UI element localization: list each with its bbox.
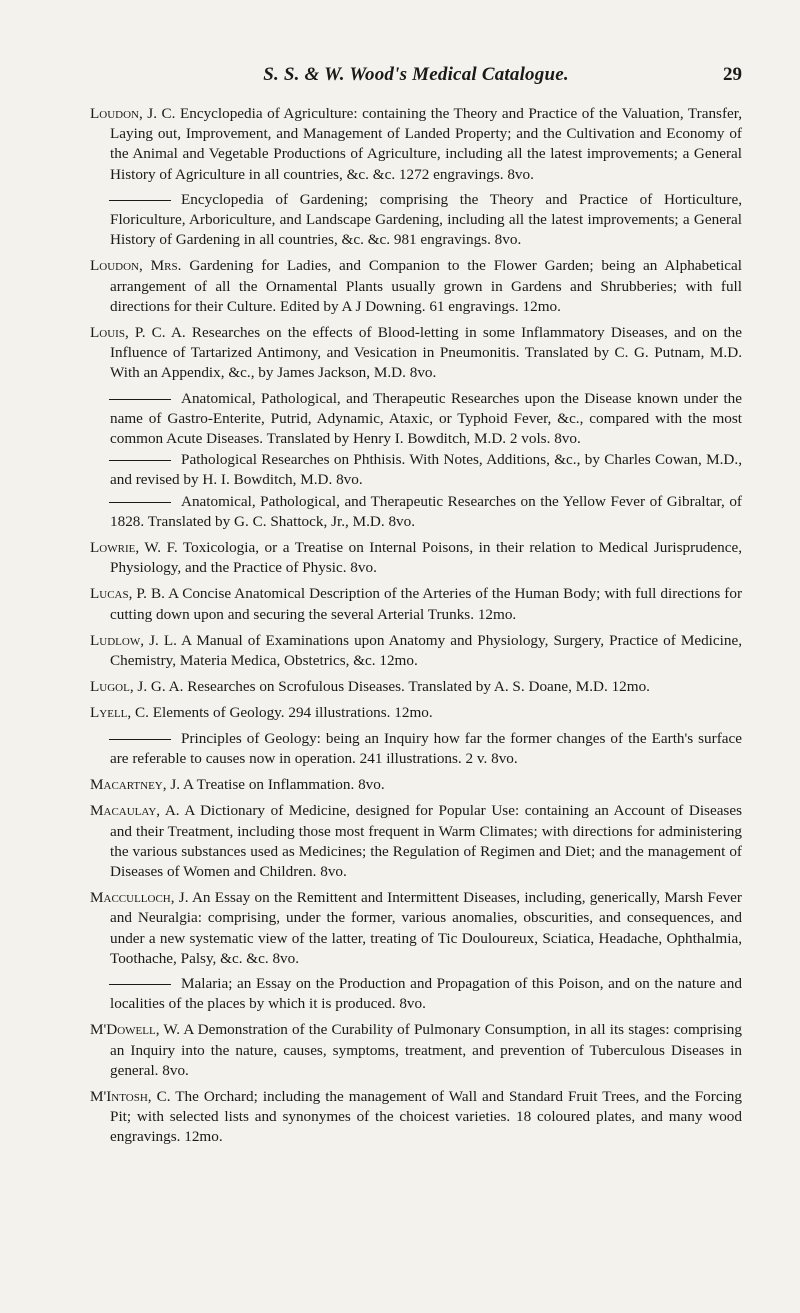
entry-author: Louis, P. C. A. [90,324,186,342]
entry-text: Gardening for Ladies, and Companion to the Flower Garden; being an Alphabetical arrangement of all the Ornamental Plants usually grown in Gardens and Shrubberies; with full directions for their Culture. Edited by A J Downing. 61 engravings. 12mo. [110,257,743,315]
catalogue-entry [90,703,742,723]
catalogue-entry [90,677,742,697]
entry-text: A Concise Anatomical Description of the Arteries of the Human Body; with full directions for cutting down upon and securing the several Arterial Trunks. 12mo. [110,585,742,623]
entry-author: M'Dowell, W. [90,1021,181,1039]
entry-text: An Essay on the Remittent and Intermittent Diseases, including, generically, Marsh Fever and Neuralgia: comprising, under the former, various anomalies, obscurities, and consequences, and under a new systematic view of the latter, treating of Tic Douloureux, Sciatica, Headache, Ophthalmia, Toothache, Palsy, &c. &c. 8vo. [110,889,742,967]
entry-text: The Orchard; including the management of Wall and Standard Fruit Trees, and the Forcing Pit; with selected lists and synonymes of the choicest varieties. 18 coloured plates, and many wood engravings. 12mo. [110,1087,742,1146]
entry-text: A Manual of Examinations upon Anatomy and Physiology, Surgery, Practice of Medicine, Chemistry, Materia Medica, Obstetrics, &c. 12mo. [110,631,742,670]
entry-author: Macaulay, A. [90,802,180,820]
entry-text: Principles of Geology: being an Inquiry how far the former changes of the Earth's surface are referable to causes now in operation. 241 illustrations. 2 v. 8vo. [110,729,742,767]
catalogue-entry [90,631,742,671]
catalogue-subentry [90,492,742,532]
entry-author: Loudon, J. C. [90,105,176,122]
ditto-rule [109,399,171,400]
running-head [90,64,742,90]
catalogue-subentry [90,389,742,450]
entry-text: Anatomical, Pathological, and Therapeutic Researches upon the Disease known under the name of Gastro-Enterite, Putrid, Adynamic, Ataxic, or Typhoid Fever, &c., compared with the most common Acute Diseases. Translated by Henry I. Bowditch, M.D. 2 vols. 8vo. [110,389,742,448]
entry-text: Anatomical, Pathological, and Therapeutic Researches on the Yellow Fever of Gibraltar, of 1828. Translated by G. C. Shattock, Jr., M.D. 8vo. [110,492,742,530]
entry-author: Lucas, P. B. [90,585,165,603]
catalogue-entry [90,801,742,882]
entry-text: Researches on Scrofulous Diseases. Translated by A. S. Doane, M.D. 12mo. [187,678,650,696]
entry-author: Ludlow, J. L. [90,631,177,649]
entry-text: A Dictionary of Medicine, designed for Popular Use: containing an Account of Diseases and their Treatment, including those most frequent in Warm Climates; with directions for administering the various substances used as Medicines; the Regulation of Regimen and Diet; and the management of Diseases of Women and Children. 8vo. [110,802,742,880]
entry-text: Elements of Geology. 294 illustrations. 12mo. [152,704,433,722]
catalogue-entry [90,888,742,969]
ditto-rule [109,984,171,985]
page-number: 29 [723,64,742,85]
running-title: S. S. & W. Wood's Medical Catalogue. [263,64,569,85]
entry-author: Macartney, J. [90,776,181,794]
entry-author: Lugol, J. G. A. [90,678,184,696]
entry-text: Researches on the effects of Blood-letting in some Inflammatory Diseases, and on the Influence of Tartarized Antimony, and Vesication in Pneumonitis. Translated by C. G. Putnam, M.D. With an Appendix, &c., by James Jackson, M.D. 8vo. [110,324,743,382]
catalogue-entries [90,104,742,1153]
catalogue-entry [90,538,742,578]
entry-author: M'Intosh, C. [90,1087,171,1105]
entry-text: Pathological Researches on Phthisis. With Notes, Additions, &c., by Charles Cowan, M.D., and revised by H. I. Bowditch, M.D. 8vo. [110,451,742,489]
entry-text: Encyclopedia of Agriculture: containing the Theory and Practice of the Valuation, Transfer, Laying out, Improvement, and Management of Landed Property; and the Cultivation and Economy of the Animal and Vegetable Productions of Agriculture, including all the latest improvements; a General History of Agriculture in all countries, &c. &c. 1272 engravings. 8vo. [110,105,743,183]
entry-text: A Demonstration of the Curability of Pulmonary Consumption, in all its stages: comprising an Inquiry into the nature, causes, symptoms, treatment, and prevention of Tuberculous Diseases in general. 8vo. [110,1021,742,1079]
catalogue-entry [90,256,742,317]
entry-text: Encyclopedia of Gardening; comprising the Theory and Practice of Horticulture, Floriculture, Arboriculture, and Landscape Gardening, including all the latest improvements; a General History of Gardening in all countries, &c. &c. 981 engravings. 8vo. [110,190,742,249]
ditto-rule [109,200,171,201]
ditto-rule [109,502,171,503]
catalogue-subentry [90,729,742,769]
catalogue-entry [90,323,742,384]
catalogue-subentry [90,974,742,1014]
ditto-rule [109,739,171,740]
catalogue-entry [90,584,742,624]
catalogue-entry [90,1020,742,1081]
catalogue-entry [90,775,742,795]
entry-text: Toxicologia, or a Treatise on Internal Poisons, in their relation to Medical Jurisprudence, Physiology, and the Practice of Physic. 8vo. [110,539,742,577]
catalogue-entry [90,1087,742,1148]
entry-author: Lyell, C. [90,704,149,722]
entry-text: Malaria; an Essay on the Production and Propagation of this Poison, and on the nature and localities of the places by which it is produced. 8vo. [110,974,742,1013]
catalogue-subentry [90,190,742,251]
entry-text: A Treatise on Inflammation. 8vo. [183,776,385,794]
catalogue-entry [90,104,742,185]
catalogue-subentry [90,450,742,490]
entry-author: Loudon, Mrs. [90,257,182,275]
entry-author: Macculloch, J. [90,889,189,907]
ditto-rule [109,460,171,461]
entry-author: Lowrie, W. F. [90,539,178,557]
